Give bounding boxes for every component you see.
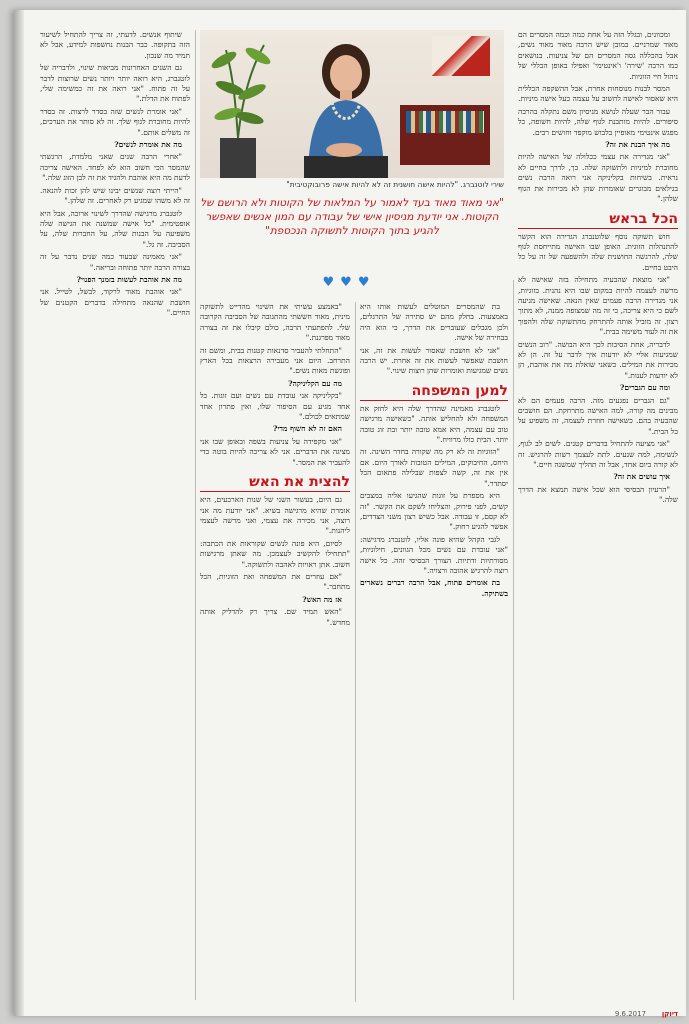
pull-quote: "אני מאוד מאוד בעד לאמור על המלאות של הקוטות ולא הרושם של הקוטות. אני יודעת מניסיון אישי של עבודה עם המון אנשים שאפשר להגיע בתוך הקוטות לתשוקה הנכספת": [200, 197, 504, 237]
column-4: [40, 30, 190, 1010]
col3-paragraph: "האש תמיד שם. צריך רק להדליק אותה מחדש.": [200, 607, 350, 627]
wall-painting: [432, 36, 490, 76]
column-divider: [195, 30, 196, 1000]
col1-paragraph: "אני מציעה להתחיל בדברים קטנים. לשים לב לגוף, לנשימה, למה שנעים. לתת לעצמך רשות להרגיש. זה לא קורה ביום אחד, אבל זה תהליך שמשנה חיים.": [518, 439, 678, 470]
col1-paragraph: המסר לבנות מנוסחות אחרת, אבל ההשקפה הכללית היא שאסור לאישה לחשוב על עצמה כעל אישה מיניות.: [518, 84, 678, 104]
page-fold-shadow: [14, 10, 24, 1016]
col4-paragraph: "הייתי רוצה שנשים יבינו שיש להן זכות להנאה. זה לא משהו שמגיע רק לאחרים. זה שלהן.": [40, 185, 190, 206]
col3-question: האם זה לא חשוף מדי?: [273, 424, 342, 434]
publication-name: דיוקן: [661, 1010, 678, 1018]
col4-paragraph: גם השנים האחרונות מביאות שינוי, ולדבריה של לוטנברג, היא רואה יותר ויותר נשים שרוצות לדבר על זה פתוח. "אני רואה את זה כמשימה שלי, לפתוח את הדלת.": [40, 63, 190, 104]
col1-paragraph: לדבריה, אחת הסיבות לכך היא הבושה. "רוב הנשים שמגיעות אליי לא יודעות איך לדבר על זה. הן לא מכירות את המילים. כשאני שואלת מה את אוהבת, הן לא יודעות לענות.": [518, 339, 678, 380]
column-1: [518, 30, 678, 1010]
col1-paragraph: "אני מוצאת שהבעיה מתחילה בזה שאישה לא מרשה לעצמה להיות במקום שבו היא נהנית. בזוגיות, אני מגדירה הרבה פעמים שאין הנאה. שאישה מגיעה לשם כי היא צריכה, כי זה מה שמצופה ממנה, לא מתוך רצון. זה מוביל אותה להתרחק מהתשוקה שלה ולהפוך את זה לעוד משימה בבית.": [518, 275, 678, 337]
col2-paragraph: "הזוגיות זה לא רק מה שקורה בחדר השינה. זה היחס, החיבוקים, המילים הטובות לאורך היום. אם אין את זה, קשה לצפות שבלילה פתאום הכל יסתדר.": [360, 447, 508, 488]
col3-paragraph: גם היום, בעשור השני של שנות הארבעים, היא אומרת שהיא מרגישה בשיא. "אני יודעת מה אני רוצה, אני מכירה את עצמי, ואני מרשה לעצמי ליהנות.": [200, 495, 350, 536]
section-heading-for-the-family: למען המשפחה: [360, 382, 508, 401]
col4-paragraph: "אני מאמינה שבעוד כמה שנים נדבר על זה בצורה הרבה יותר פתוחה ובריאה.": [40, 252, 190, 272]
photo-caption: שירי לוטנברג. "להיות אישה חושנית זה לא להיות אישה פרובוקטיבית": [286, 180, 504, 189]
col3-paragraph: "אני מקפידה על צניעות בשפה ובאופן שבו אני מציגה את הדברים. אני לא צריכה להיות בוטה כדי להעביר את המסר.": [200, 436, 350, 467]
col3-paragraph: "באמצע עשיתי את השינוי מהדייט לתשוקה מינית, מאוד חששתי מהתגובה של הסביבה הקרובה שלי. להפתעתי הרבה, כולם קיבלו את זה בצורה מאוד מפרגנת.": [200, 302, 350, 343]
col3-paragraph: "התחלתי להעביר סדנאות קטנות בבית, ומשם זה התרחב. היום אני מעבירה הרצאות בכל הארץ ופוגשת מאות נשים.": [200, 345, 350, 376]
col1-question: איך עושים את זה?: [613, 472, 670, 482]
page-footer: [14, 1008, 686, 1022]
col2-paragraph: לגבי הקהל שהיא פונה אליו, לוטנברג מדגישה: "אני עובדת עם נשים מכל הגוונים, חילוניות, מסורתיות ודתיות. הצורך הבסיסי זהה. כל אישה רוצה להרגיש אהובה ורצויה.": [360, 534, 508, 575]
col3-paragraph: "בקליניקה אני עובדת עם נשים ועם זוגות. כל אחד מגיע עם הסיפור שלו, ואין פתרון אחד שמתאים לכולם.": [200, 391, 350, 422]
portrait-photo: [200, 30, 504, 178]
col1-paragraph: חוש תשוקה נוסף שלוטנברג הגדירה הוא הקשר להתנהלות הזוגית. האופן שבו האישה מתייחסת לגוף שלה, להרגשה החושנית שלה ולהשפעה של זה על כל היבט בחיים.: [518, 231, 678, 272]
col4-paragraph: שיתוף אנשים. לדעתי, זה צריך להתחיל לשיעור הזה בתקופה. כבר הבנות נחשפות למידע, אבל לא תמיד מה שנכון.: [40, 30, 190, 60]
col4-paragraph: "אני אומרת לנשים שזה בסדר לרצות. זה בסדר להיות מחוברת לגוף שלך. זה לא סותר את הערכים, זה משלים אותם.": [40, 106, 190, 137]
col2-paragraph: בת שהמסרים המוטלים לעשות אותו היא באמצעות. בחלק מהם יש סתירה של התרגלים, ולכן מגבלים שעוברים את הדרך, כי הוא היה בבחירה של אישה.: [360, 302, 508, 343]
col2-paragraph: לוטנברג מאמינה שהדרך שלה היא לחזק את המשפחה ולא להחליש אותה. "כשאישה מרגישה טוב עם עצמה, היא אמא טובה יותר ובת זוג טובה יותר. הבית כולו מרוויח.": [360, 403, 508, 445]
col3-question: אז מה האש?: [302, 594, 342, 604]
plant-illustration: [206, 30, 276, 178]
col3-paragraph: "אם עוזרים את המשפחה ואת הזוגיות, הכל מתחבר.": [200, 571, 350, 592]
col2-paragraph: "אני לא חושבת שאסור לעשות את זה, אני חושבת שאפשר לעשות את זה אחרת. יש הרבה נשים שמגיעות ואומרות שהן רוצות שינוי.": [360, 345, 508, 376]
col1-question: מה איך הבנת את זה?: [605, 140, 670, 150]
col4-paragraph: לוטנברג מרגישה שהדרך לשינוי ארוכה, אבל היא אופטימית. "כל אישה שמשנה את הגישה שלה משפיעה על הבנות שלה, על החברות שלה, על הסביבה. זה גל.": [40, 208, 190, 249]
col3-question: מה עם הקליניקה?: [288, 378, 342, 388]
col1-question: ומה עם הגברים?: [620, 383, 670, 393]
col1-paragraph: "אני מגדירה את עצמי ככלולה של האישה להיות מחוברת למיניות ולתשוקה שלה. כך, לדרך בחיים לא נראית. בשיחות בקליניקה אני רואה הרבה נשים בגילאים מבוגרים שאומרות שהן לא מכירות את הגוף שלהן.": [518, 152, 678, 204]
column-divider: [355, 302, 356, 1002]
section-heading-all-in-head: הכל בראש: [518, 210, 678, 229]
bookshelf: [400, 105, 490, 165]
col4-question: מה את אוהבת לעשות בזמנך הפנוי?: [76, 274, 182, 284]
col3-paragraph: לסיום, היא פונה לנשים שקוראות את הכתבה: "תתחילו להקשיב לעצמכן. מה שאתן מרגישות חשוב. אתן ראויות לאהבה ולתשוקה.": [200, 538, 350, 569]
col1-paragraph: עבור הבר שעלה לנושא מניסיון משם נתקלה בהרבה סיפורים. להיות מותבנת לגוף שלה, להיות חשופה, כל מפגש אינטימי מאופיין בלבוש מוקפד וחושים רבים.: [518, 106, 678, 137]
col4-paragraph: "אחרי הרבה שנים שאני מלמדת, הרגשתי שהמסר הכי חשוב הוא לא לפחד. האישה צריכה לדעת מה היא אוהבת ולהגיד את זה לבן הזוג שלה.": [40, 152, 190, 183]
col4-question: מה את אומרת לנשים?: [114, 140, 182, 150]
woman-portrait: [286, 38, 406, 178]
column-divider: [513, 280, 514, 1000]
col2-paragraph: היא מספרת על זוגות שהגיעו אליה במצבים קשים, לפני פירוק, והצליחו לשקם את הקשר. "זה לא קסם, זו עבודה. אבל כשיש רצון משני הצדדים, אפשר להגיע רחוק.": [360, 491, 508, 532]
col1-paragraph: ומכוונים, ובגלל הזה על אחת כמה וכמה המסרים הם מאוד שמרניים. במובן שיש הרבה מאוד מאוד נשים, אבל בהכללה גסה המסרים הם של צניעות. בנושאים כמו הרבה 'שירה' ו'אינטימי' ואפילו באופן הכללי של ניהול חיי הזוגיות.: [518, 30, 678, 81]
col1-paragraph: "גם הגברים נפגעים מזה. הרבה פעמים הם לא מבינים מה קורה, למה האישה מתרחקת. הם חושבים שהבעיה בהם. כשאישה חוזרת לעצמה, זה משפיע על כל הבית.": [518, 395, 678, 436]
column-2: [360, 302, 508, 1010]
col4-paragraph: "אני אוהבת מאוד לרקוד, לבשל, לטייל. אני חושבת שהנאה מתחילה בדברים הקטנים של החיים.": [40, 287, 190, 318]
heart-icons: ♥♥♥: [322, 275, 376, 290]
issue-date: 9.6.2017: [614, 1010, 646, 1018]
col1-paragraph: "הרעיון הבסיסי הוא שכל אישה תמצא את הדרך שלה.": [518, 484, 678, 505]
section-heading-light-the-fire: להצית את האש: [200, 473, 350, 492]
column-3: [200, 302, 350, 1010]
magazine-page: [14, 10, 686, 1016]
col2-question: בת אומרים פתוח, אבל הרבה דברים נשארים בשתיקה.: [360, 578, 508, 598]
